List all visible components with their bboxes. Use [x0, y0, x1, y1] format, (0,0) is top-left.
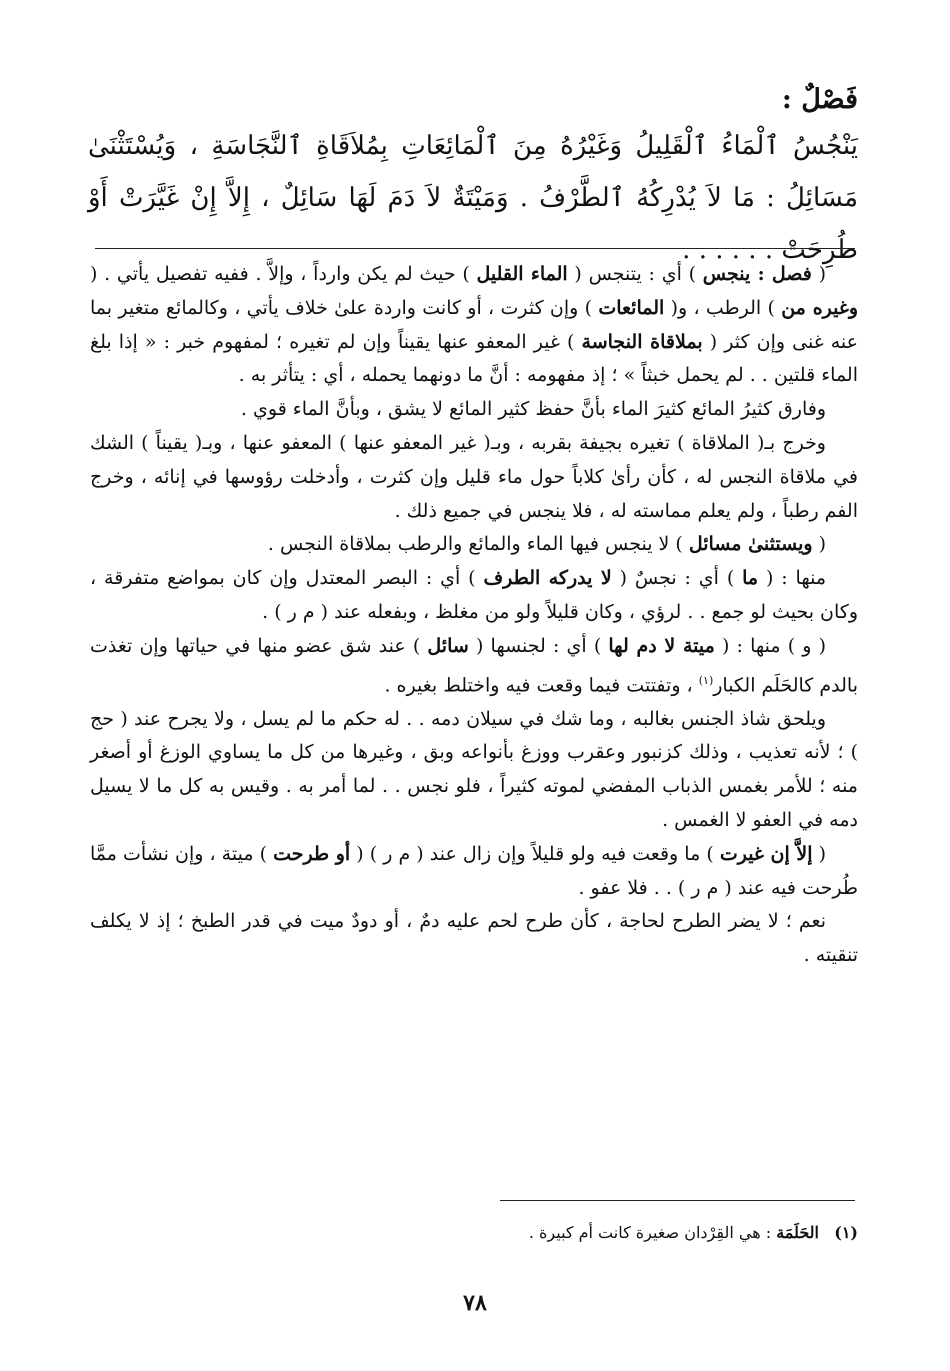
text-run: ) لا ينجس فيها الماء والمائع والرطب بملاقاة النجس . — [267, 533, 689, 556]
text-run: منها : ( — [758, 567, 826, 590]
text-run: ) ما وقعت فيه ولو قليلاً وإن زال عند ( م ر ) ( — [350, 842, 720, 865]
footnote-term: الحَلَمَة — [776, 1223, 819, 1242]
commentary-paragraph-7: ويلحق شاذ الجنس بغالبه ، وما شك في سيلان دمه . . له حكم ما لم يسل ، ولا يجرح عند ( حج ) ؛ لأنه تعذيب ، وذلك كزنبور وعقرب ووزغ بأنواعه وبق ، وغيرها من كل ما يساوي الوزغ أو أصغر منه ؛ للأمر بغمس الذباب المفضي لموته كثيراً ، فلو نجس . . لما أمر به . وقيس به كل ما لا يسيل دمه في العفو لا الغمس . — [90, 707, 858, 832]
text-run: ) أي : لجنسها ( — [468, 634, 609, 657]
text-run: ( — [812, 533, 826, 556]
text-run: ) ميتة ، وإن نشأت ممَّا طُرحت فيه عند ( م ر ) . . فلا عفو . — [90, 842, 858, 899]
matn-line-1: يَنْجُسُ ٱلْمَاءُ ٱلْقَلِيلُ وَغَيْرُهُ مِنَ ٱلْمَائِعَاتِ بِمُلاَقَاةِ ٱلنَّجَاسَةِ ، وَيُسْتَثْنَىٰ مَسَائِلُ : — [88, 131, 859, 213]
text-run: ) أي : يتنجس ( — [567, 263, 703, 285]
quoted-matn: ميتة لا دم لها — [608, 634, 715, 657]
commentary-paragraph-2: وفارق كثيرُ المائع كثيرَ الماء بأنَّ حفظ كثير المائع لا يشق ، وبأنَّ الماء قوي . — [240, 398, 826, 421]
text-run: ) الرطب ، و( — [664, 296, 782, 319]
footnote-reference[interactable]: (١) — [698, 673, 714, 687]
commentary-paragraph-5 — [90, 562, 858, 630]
text-run: ) غير المعفو عنها يقيناً وإن لم تغيره ؛ لمفهوم خبر : « إذا بلغ الماء قلتين . . لم يحمل خبثاً » ؛ إذ مفهومه : أنَّ ما دونهما يحمله ، أي : يتأثر به . — [90, 330, 858, 387]
commentary-paragraph-8 — [90, 838, 858, 906]
matn-line-2: مَا لاَ يُدْرِكُهُ ٱلطَّرْفُ . وَمَيْتَةٌ لاَ دَمَ لَهَا سَائِلٌ ، إِلاَّ إِنْ غَيَّرَتْ أَوْ طُرِحَتْ . . . . . . — [88, 183, 858, 265]
text-run: ( — [811, 263, 827, 285]
matn-block — [88, 80, 858, 276]
footnote-divider — [500, 1200, 855, 1201]
quoted-matn: فصل : ينجس — [702, 263, 812, 285]
commentary-paragraph-6 — [90, 630, 858, 703]
quoted-matn: وغيره من — [781, 296, 858, 319]
quoted-matn: ويستثنىٰ مسائل — [688, 533, 813, 556]
text-run: ) وإن كثرت ، أو كانت واردة علىٰ خلاف يأتي ، وكالمائع متغير بما عنه غنى وإن كثر ( — [90, 296, 859, 353]
commentary-paragraph-1 — [90, 258, 858, 393]
section-heading: فَصْلٌ : — [781, 84, 858, 115]
footnote-text: : هي القِرْدان صغيرة كانت أم كبيرة . — [528, 1223, 777, 1242]
quoted-matn: الماء القليل — [476, 263, 568, 285]
quoted-matn: المائعات — [598, 296, 665, 319]
quoted-matn: بملاقاة النجاسة — [581, 330, 703, 353]
commentary-paragraph-9: نعم ؛ لا يضر الطرح لحاجة ، كأن طرح لحم عليه دمٌ ، أو دودٌ ميت في قدر الطبخ ؛ إذ لا يكلف تنقيته . — [90, 910, 858, 967]
text-run: ( و ) منها : ( — [714, 634, 826, 657]
commentary-paragraph-3: وخرج بـ( الملاقاة ) تغيره بجيفة بقربه ، وبـ( غير المعفو عنها ) المعفو عنها ، وبـ( يقيناً ) الشك في ملاقاة النجس له ، كأن رأىٰ كلاباً حول ماء قليل وإن كثرت ، وأدخلت رؤوسها في إنائه ، وخرج الفم رطباً ، ولم يعلم مماسته له ، فلا ينجس في جميع ذلك . — [90, 431, 858, 522]
text-run: ، وتفتتت فيما وقعت فيه واختلط بغيره . — [384, 673, 699, 696]
matn-text — [88, 120, 858, 276]
quoted-matn: ما — [742, 567, 759, 590]
footnote — [400, 1220, 858, 1246]
commentary-block — [90, 258, 858, 973]
quoted-matn: إلاَّ إن غيرت — [719, 842, 813, 865]
text-run: ) حيث لم يكن وارداً ، وإلاَّ . ففيه تفصيل يأتي . ( — [90, 263, 477, 285]
commentary-paragraph-4 — [90, 528, 858, 562]
page-number: ٧٨ — [463, 1290, 487, 1316]
footnote-number: (١) — [834, 1223, 858, 1242]
text-run: ( — [812, 842, 826, 865]
text-run: ) عند شق عضو منها في حياتها وإن تغذت بالدم كالحَلَم الكبار — [90, 634, 858, 696]
quoted-matn: لا يدركه الطرف — [483, 567, 612, 590]
text-run: ) أي : البصر المعتدل وإن كان بمواضع متفرقة ، وكان بحيث لو جمع . . لرؤي ، وكان قليلاً ولو من مغلظ ، وبفعله عند ( م ر ) . — [90, 567, 858, 623]
text-run: ) أي : نجسٌ ( — [611, 567, 743, 590]
quoted-matn: سائل — [427, 634, 469, 657]
quoted-matn: أو طرحت — [273, 842, 351, 865]
matn-divider — [95, 248, 855, 249]
